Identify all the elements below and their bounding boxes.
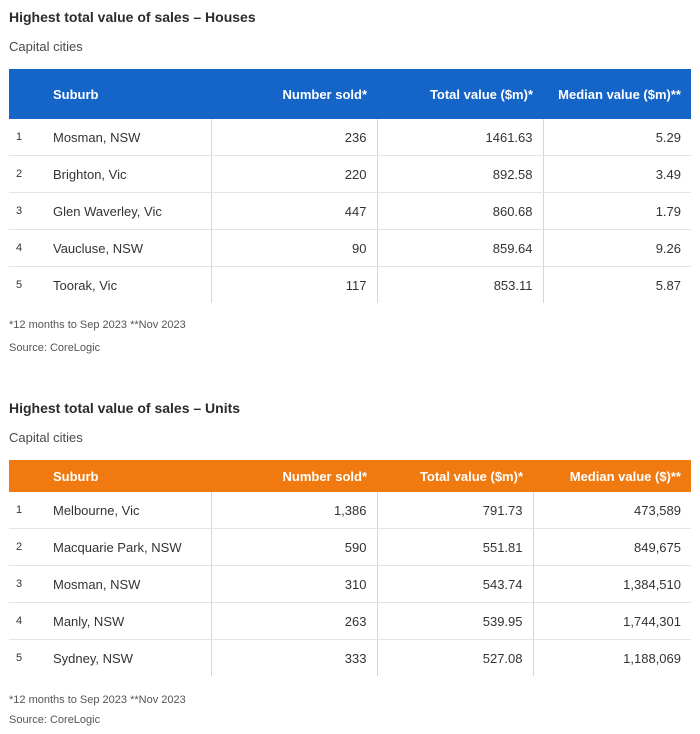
houses-header-row [9, 69, 691, 119]
row-rank: 4 [9, 230, 43, 267]
row-total-value: 539.95 [377, 603, 533, 640]
row-total-value: 859.64 [377, 230, 543, 267]
row-median-value: 849,675 [533, 529, 691, 566]
row-total-value: 551.81 [377, 529, 533, 566]
row-rank: 4 [9, 603, 43, 640]
row-median-value: 3.49 [543, 156, 691, 193]
row-suburb: Vaucluse, NSW [43, 230, 211, 267]
row-suburb: Melbourne, Vic [43, 492, 211, 529]
table-row [9, 230, 691, 267]
units-footnote: *12 months to Sep 2023 **Nov 2023 [9, 694, 186, 706]
row-rank: 5 [16, 279, 23, 291]
row-total-value: 543.74 [377, 566, 533, 603]
row-total-value: 791.73 [377, 492, 533, 529]
row-suburb: Manly, NSW [43, 603, 211, 640]
houses-source: Source: CoreLogic [9, 342, 101, 354]
row-number-sold: 447 [211, 193, 377, 230]
row-suburb: Sydney, NSW [53, 650, 133, 666]
row-rank: 3 [9, 193, 43, 230]
row-rank: 2 [9, 529, 43, 566]
header-rank [9, 69, 43, 119]
table-row [9, 566, 691, 603]
row-number-sold: 90 [211, 230, 377, 267]
units-title: Highest total value of sales – Units [9, 400, 241, 416]
houses-section [9, 9, 691, 358]
table-row [9, 529, 691, 566]
row-total-value: 892.58 [377, 156, 543, 193]
row-number-sold: 590 [211, 529, 377, 566]
row-rank: 5 [16, 652, 23, 664]
header-median-value: Median value ($m)** [558, 86, 681, 102]
row-number-sold: 236 [211, 119, 377, 156]
header-number-sold: Number sold* [282, 468, 367, 484]
houses-subtitle: Capital cities [9, 39, 83, 54]
row-median-value: 1.79 [543, 193, 691, 230]
header-suburb: Suburb [53, 86, 99, 102]
units-subtitle: Capital cities [9, 430, 83, 445]
table-row [9, 119, 691, 156]
row-median-value: 1,188,069 [533, 640, 691, 677]
row-number-sold: 117 [211, 267, 377, 304]
header-suburb: Suburb [53, 468, 99, 484]
row-total-value: 853.11 [377, 267, 543, 304]
row-number-sold: 220 [211, 156, 377, 193]
table-row [9, 267, 691, 304]
units-source: Source: CoreLogic [9, 714, 101, 726]
houses-footnote: *12 months to Sep 2023 **Nov 2023 [9, 319, 186, 331]
header-number-sold: Number sold* [282, 86, 367, 102]
header-rank [9, 460, 43, 492]
row-number-sold: 310 [211, 566, 377, 603]
row-rank: 1 [9, 492, 43, 529]
header-median-value: Median value ($)** [569, 468, 681, 484]
table-row [9, 603, 691, 640]
row-median-value: 473,589 [533, 492, 691, 529]
row-median-value: 5.29 [543, 119, 691, 156]
row-suburb: Mosman, NSW [43, 566, 211, 603]
row-number-sold: 263 [211, 603, 377, 640]
row-median-value: 1,384,510 [533, 566, 691, 603]
table-row [9, 640, 691, 677]
row-suburb: Brighton, Vic [43, 156, 211, 193]
houses-title: Highest total value of sales – Houses [9, 9, 256, 25]
row-median-value: 9.26 [543, 230, 691, 267]
row-total-value: 1461.63 [377, 119, 543, 156]
units-table [9, 460, 691, 676]
units-header-row [9, 460, 691, 492]
row-total-value: 860.68 [377, 193, 543, 230]
row-rank: 3 [9, 566, 43, 603]
table-row [9, 492, 691, 529]
row-median-value: 1,744,301 [533, 603, 691, 640]
row-total-value: 527.08 [377, 640, 533, 677]
row-rank: 1 [9, 119, 43, 156]
row-median-value: 5.87 [543, 267, 691, 304]
row-number-sold: 333 [211, 640, 377, 677]
row-suburb: Toorak, Vic [53, 277, 118, 293]
header-total-value: Total value ($m)* [429, 86, 533, 102]
row-number-sold: 1,386 [211, 492, 377, 529]
units-section [9, 400, 691, 730]
row-suburb: Mosman, NSW [43, 119, 211, 156]
table-row [9, 193, 691, 230]
row-suburb: Macquarie Park, NSW [43, 529, 211, 566]
row-rank: 2 [9, 156, 43, 193]
row-suburb: Glen Waverley, Vic [43, 193, 211, 230]
table-row [9, 156, 691, 193]
houses-table [9, 69, 691, 303]
header-total-value: Total value ($m)* [419, 468, 523, 484]
